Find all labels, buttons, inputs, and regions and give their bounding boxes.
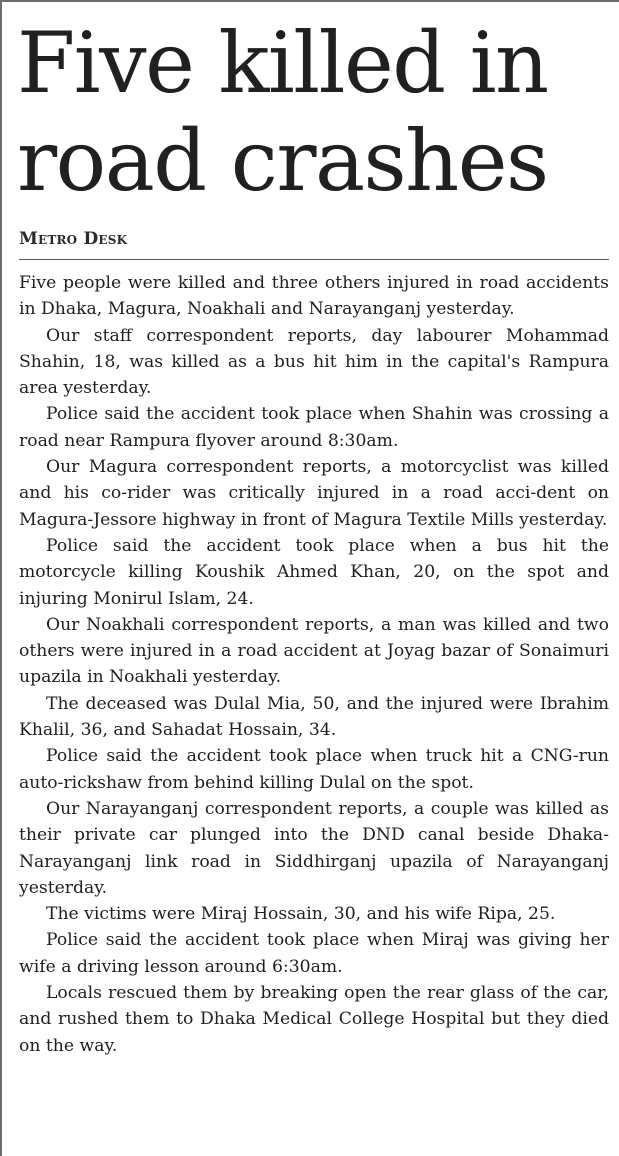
paragraph: The deceased was Dulal Mia, 50, and the injured were Ibrahim Khalil, 36, and Sahadat Hossain, 34. — [19, 693, 609, 741]
paragraph: Police said the accident took place when Shahin was crossing a road near Rampura flyover around 8:30am. — [19, 404, 609, 451]
headline-line-1: Five killed in — [17, 14, 548, 112]
paragraph: Our staff correspondent reports, day labourer Mohammad Shahin, 18, was killed as a bus hit him in the capital's Rampura area yesterday. — [19, 325, 609, 399]
byline: Metro Desk — [19, 229, 128, 249]
headline-line-2: road crashes — [17, 112, 548, 210]
paragraph: Our Noakhali correspondent reports, a man was killed and two others were injured in a road accident at Joyag bazar of Sonaimuri upazila in Noakhali yesterday. — [19, 614, 609, 688]
paragraph: The victims were Miraj Hossain, 30, and his wife Ripa, 25. — [46, 904, 556, 925]
paragraph: Our Magura correspondent reports, a motorcyclist was killed and his co-rider was critically injured in a road acci-dent on Magura-Jessore highway in front of Magura Textile Mills yesterday. — [19, 457, 609, 530]
article-body — [19, 270, 609, 1059]
byline-divider — [19, 259, 609, 260]
paragraph: Our Narayanganj correspondent reports, a couple was killed as their private car plunged into the DND canal beside Dhaka-Narayanganj link road in Siddhirganj upazila of Narayanganj yesterday. — [19, 798, 609, 898]
paragraph: Police said the accident took place when Miraj was giving her wife a driving lesson around 6:30am. — [19, 930, 609, 977]
paragraph: Police said the accident took place when a bus hit the motorcycle killing Koushik Ahmed Khan, 20, on the spot and injuring Monirul Islam, 24. — [19, 535, 609, 609]
paragraph: Police said the accident took place when truck hit a CNG-run auto-rickshaw from behind killing Dulal on the spot. — [19, 746, 609, 793]
paragraph: Five people were killed and three others injured in road accidents in Dhaka, Magura, Noakhali and Narayanganj yesterday. — [19, 273, 609, 320]
paragraph: Locals rescued them by breaking open the rear glass of the car, and rushed them to Dhaka Medical College Hospital but they died on the way. — [19, 983, 609, 1056]
headline — [17, 14, 615, 210]
